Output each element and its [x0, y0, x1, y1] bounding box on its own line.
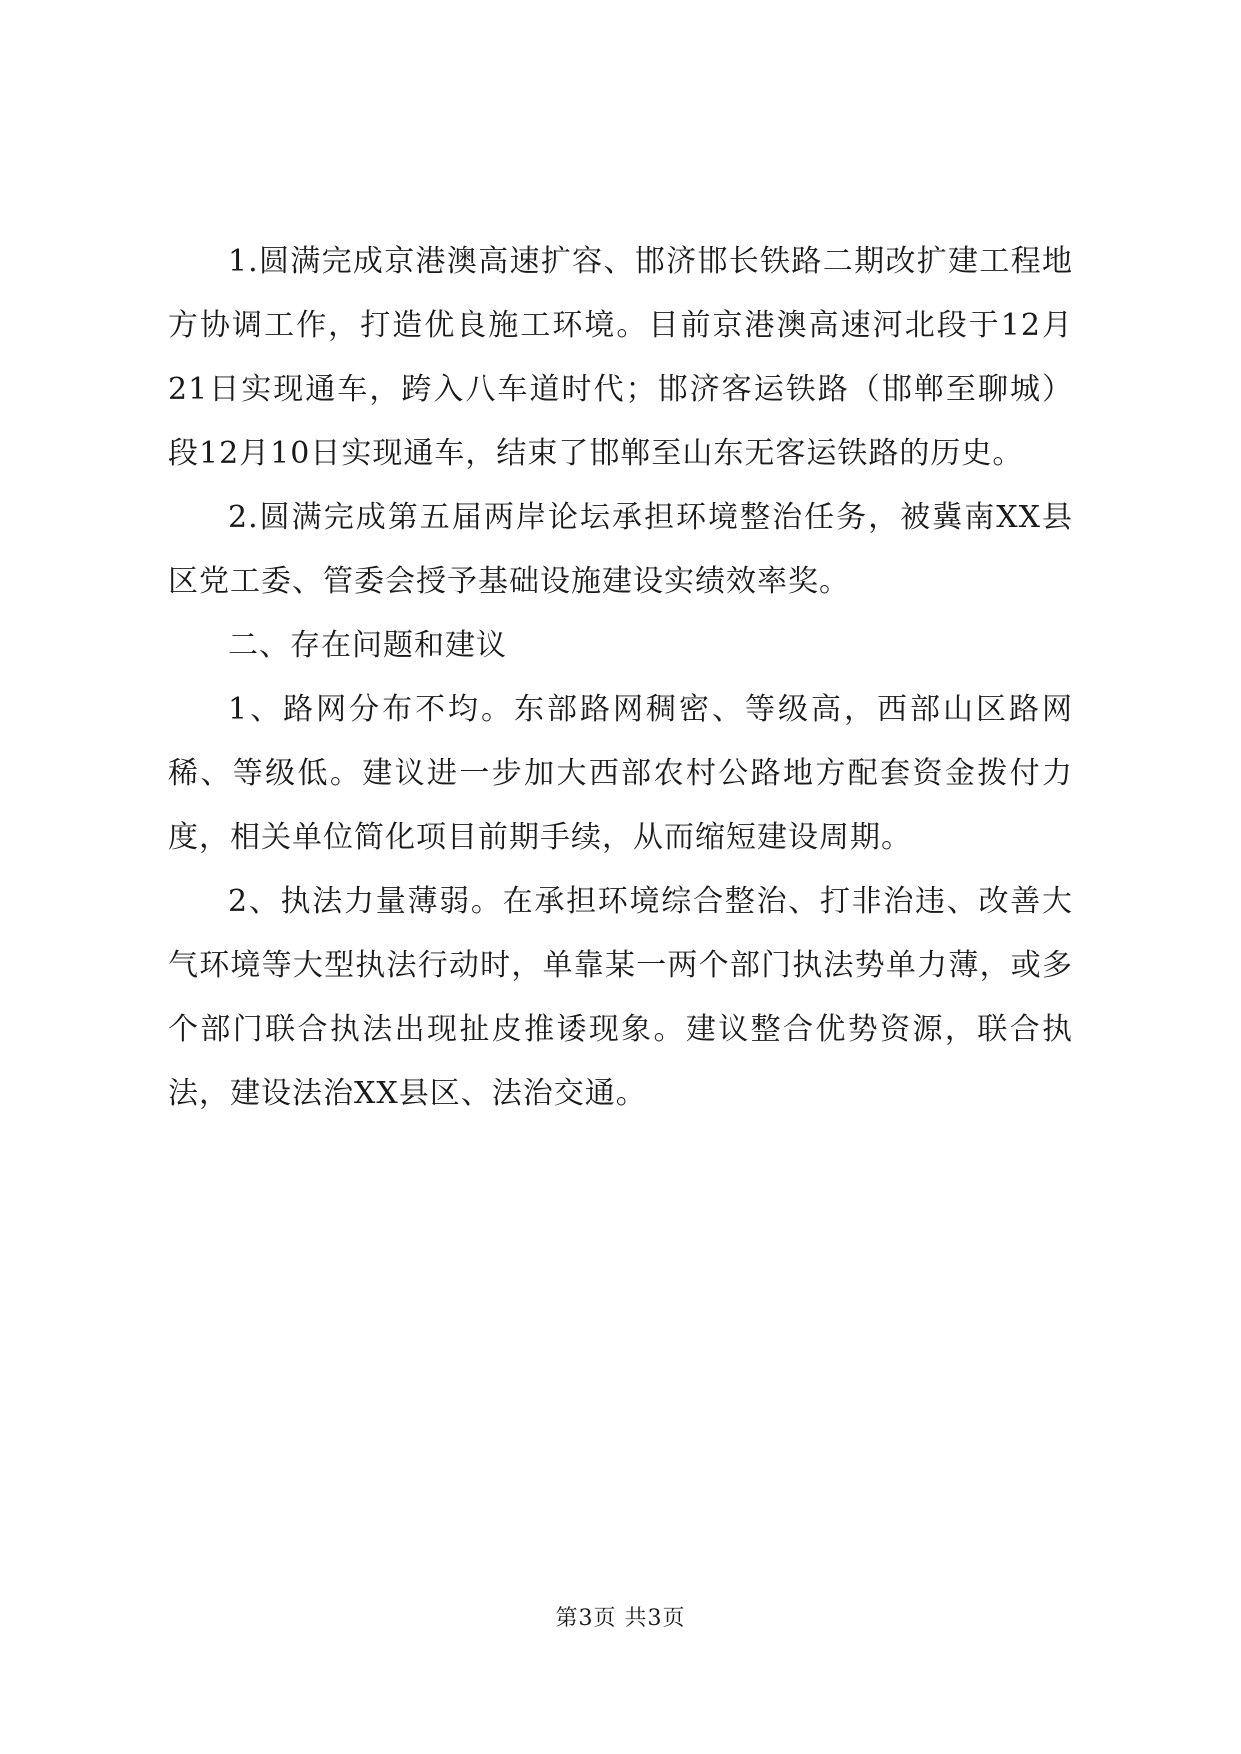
paragraph-achievement-2: 2.圆满完成第五届两岸论坛承担环境整治任务，被冀南XX县区党工委、管委会授予基础设施建设实绩效率奖。	[168, 500, 1073, 599]
page-number-footer: 第3页 共3页	[555, 1606, 686, 1631]
paragraph-achievement-1: 1.圆满完成京港澳高速扩容、邯济邯长铁路二期改扩建工程地方协调工作，打造优良施工环境。目前京港澳高速河北段于12月21日实现通车，跨入八车道时代；邯济客运铁路（邯郸至聊城）段12月10日实现通车，结束了邯郸至山东无客运铁路的历史。	[168, 244, 1073, 471]
document-body	[168, 230, 1073, 1126]
section-heading-problems: 二、存在问题和建议	[228, 628, 507, 663]
paragraph-problem-1: 1、路网分布不均。东部路网稠密、等级高，西部山区路网稀、等级低。建议进一步加大西部农村公路地方配套资金拨付力度，相关单位简化项目前期手续，从而缩短建设周期。	[168, 692, 1073, 855]
paragraph-problem-2: 2、执法力量薄弱。在承担环境综合整治、打非治违、改善大气环境等大型执法行动时，单靠某一两个部门执法势单力薄，或多个部门联合执法出现扯皮推诿现象。建议整合优势资源，联合执法，建设法治XX县区、法治交通。	[168, 884, 1073, 1111]
